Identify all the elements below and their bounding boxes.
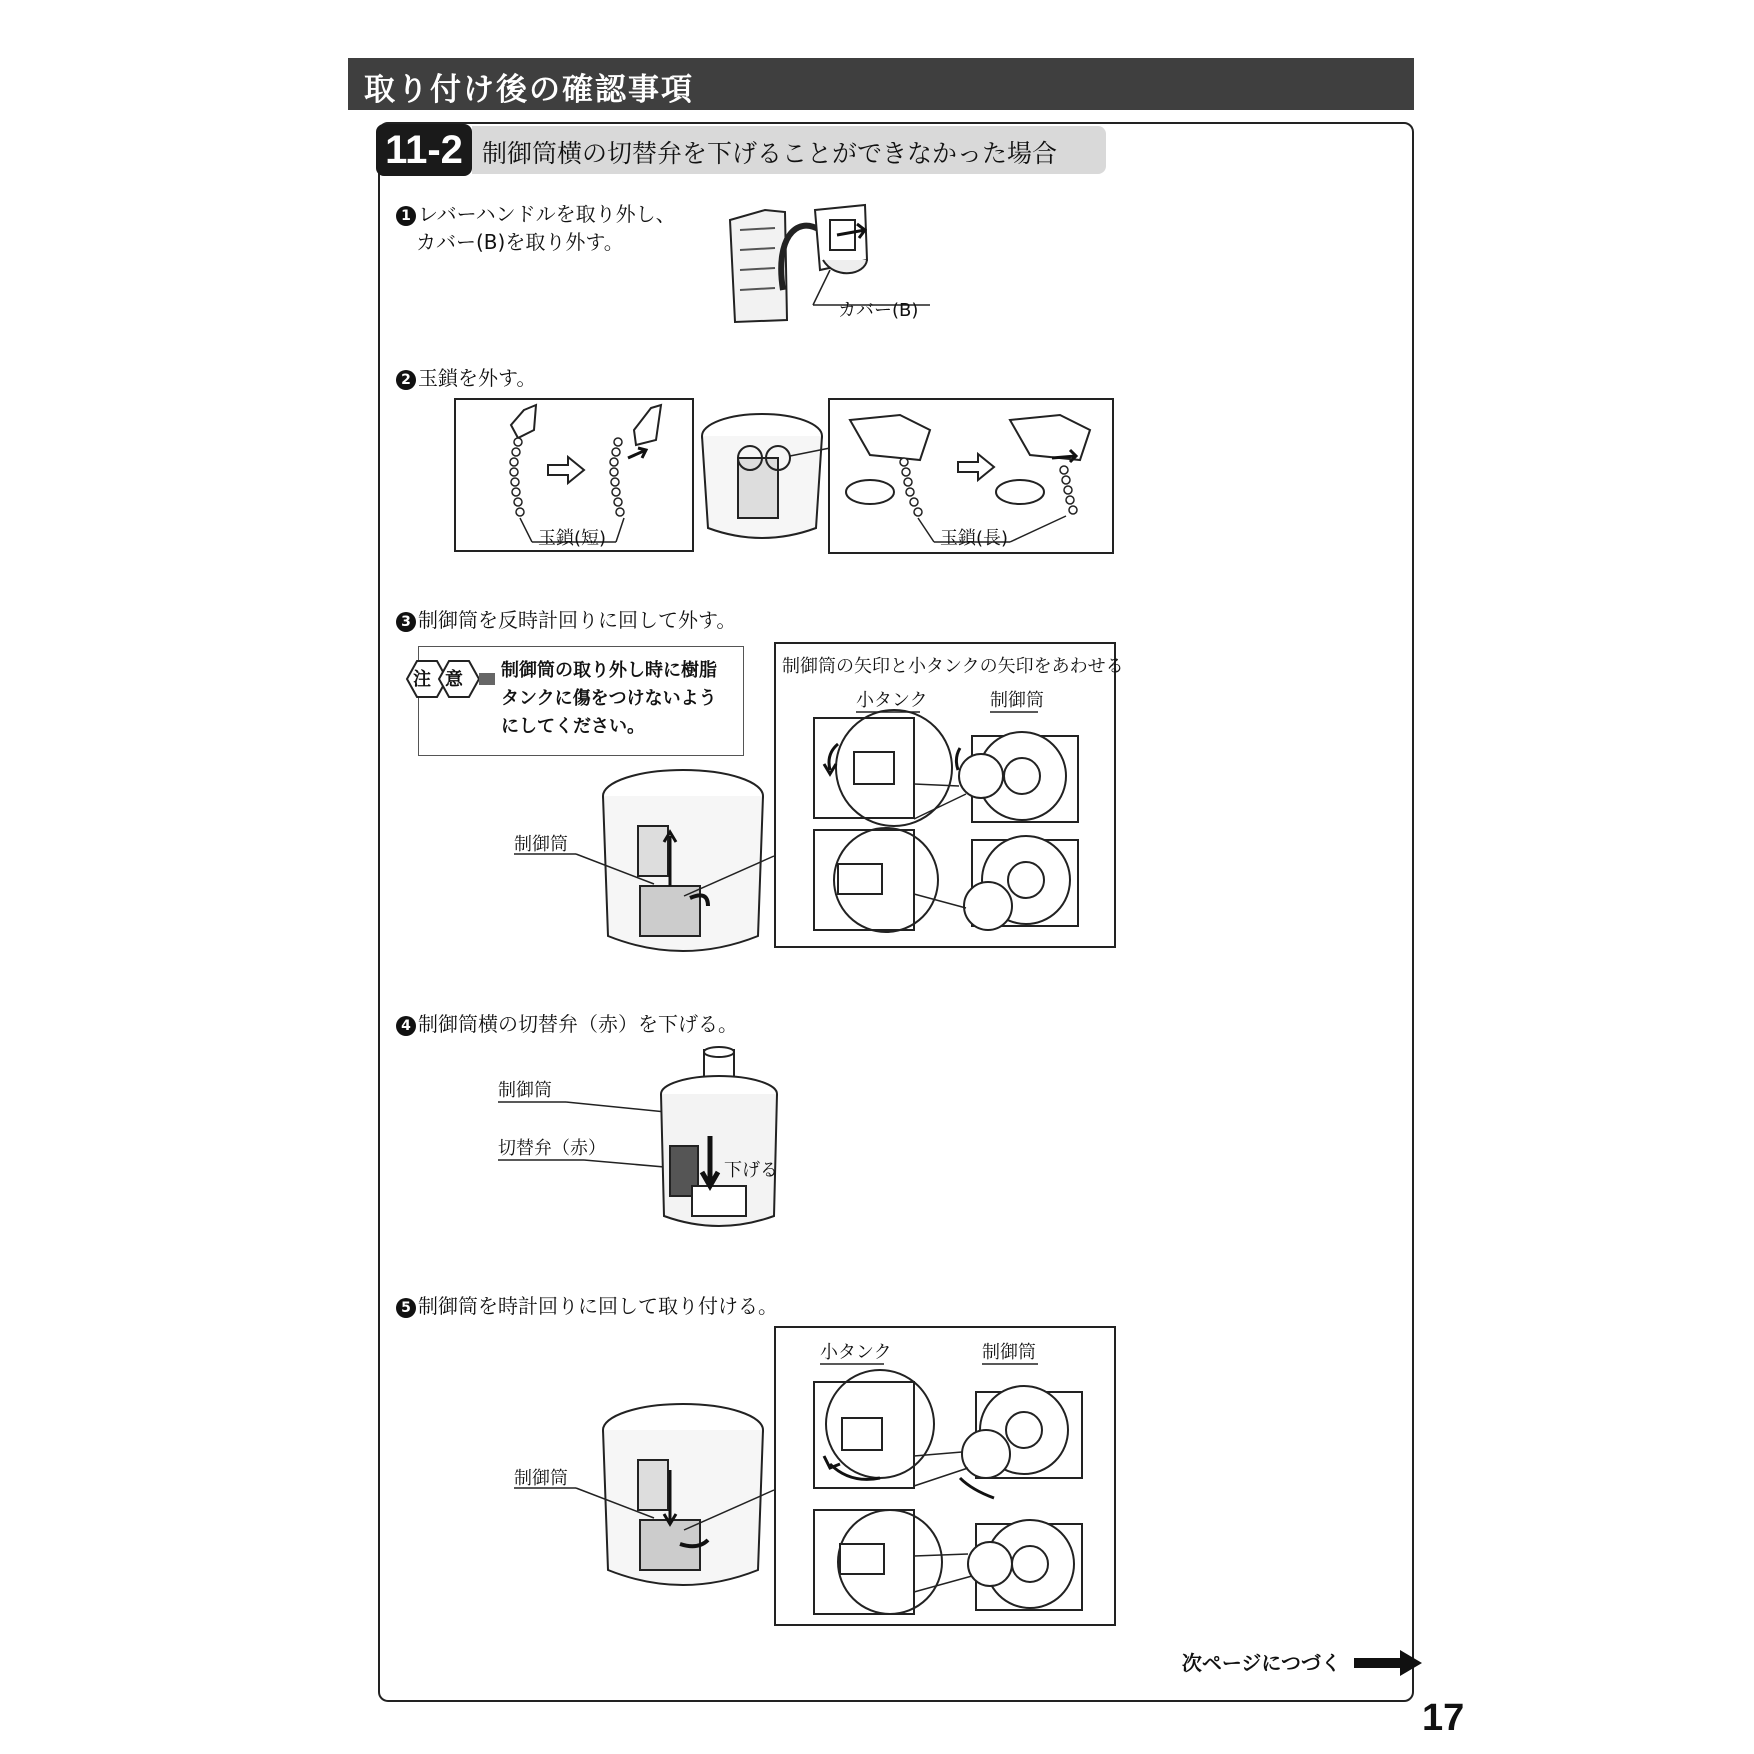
lower-label: 下げる: [724, 1160, 778, 1181]
step5-cylinder-label: 制御筒: [514, 1468, 568, 1489]
step-1-text-line1: レバーハンドルを取り外し、: [418, 202, 676, 226]
caution-box: [413, 646, 744, 756]
step3-cylinder-label: 制御筒: [514, 834, 568, 855]
caution-line3: にしてください。: [501, 716, 645, 737]
page-number: 17: [1422, 1697, 1465, 1739]
step3-align-panel: [774, 642, 1124, 948]
step3-cylinder-leader: [514, 854, 684, 894]
step3-align-caption: 制御筒の矢印と小タンクの矢印をあわせる: [782, 656, 1124, 677]
caution-badge-right: 意: [445, 669, 463, 690]
step-4: [396, 1008, 738, 1037]
step-3-text: 制御筒を反時計回りに回して外す。: [418, 608, 737, 632]
section-number: 11-2: [376, 124, 472, 176]
chain-short-label: 玉鎖(短): [538, 528, 607, 549]
step-2: [396, 362, 536, 391]
page-header: [348, 58, 1414, 110]
step-4-number: 4: [396, 1016, 416, 1036]
cover-b-label: カバー(B): [838, 300, 919, 321]
step-3-number: 3: [396, 612, 416, 632]
step4-cylinder-illustration: [498, 1046, 778, 1234]
step-5: [396, 1290, 778, 1319]
step-5-number: 5: [396, 1298, 416, 1318]
step-1-number: 1: [396, 206, 416, 226]
arrow-right-icon: [1354, 1650, 1424, 1676]
caution-badge-left: 注: [413, 669, 431, 690]
step-2-number: 2: [396, 370, 416, 390]
step3-small-tank-label: 小タンク: [856, 690, 928, 711]
step5-small-tank-label: 小タンク: [820, 1342, 892, 1363]
step5-align-panel: [774, 1326, 1116, 1626]
step4-cylinder-label: 制御筒: [498, 1080, 552, 1101]
step3-panel-cylinder-label: 制御筒: [990, 690, 1044, 711]
step5-panel-cylinder-label: 制御筒: [982, 1342, 1036, 1363]
section-title: 制御筒横の切替弁を下げることができなかった場合: [482, 139, 1058, 168]
step3-panel-leader: [684, 856, 776, 916]
step-4-text: 制御筒横の切替弁（赤）を下げる。: [418, 1012, 738, 1036]
step-5-text: 制御筒を時計回りに回して取り付ける。: [418, 1294, 778, 1318]
section-heading: [472, 126, 1106, 174]
step-2-text: 玉鎖を外す。: [418, 366, 537, 390]
step-1-line2: カバー(B)を取り外す。: [416, 230, 624, 254]
step4-valve-label: 切替弁（赤）: [498, 1138, 606, 1159]
step-3: [396, 604, 736, 633]
chain-long-label: 玉鎖(長): [940, 528, 1009, 549]
step5-panel-leader: [684, 1490, 776, 1550]
step3-align-illustration: [776, 644, 1114, 946]
step5-cylinder-leader: [514, 1488, 684, 1528]
caution-line2: タンクに傷をつけないよう: [501, 688, 717, 709]
tank-top-illustration: [698, 408, 826, 544]
step5-align-illustration: [776, 1328, 1114, 1624]
caution-line1: 制御筒の取り外し時に樹脂: [501, 660, 717, 681]
step-1: [396, 198, 676, 227]
next-page-text: 次ページにつづく: [1181, 1651, 1342, 1675]
page-title: 取り付け後の確認事項: [364, 72, 694, 108]
next-page-note: [1182, 1647, 1424, 1676]
